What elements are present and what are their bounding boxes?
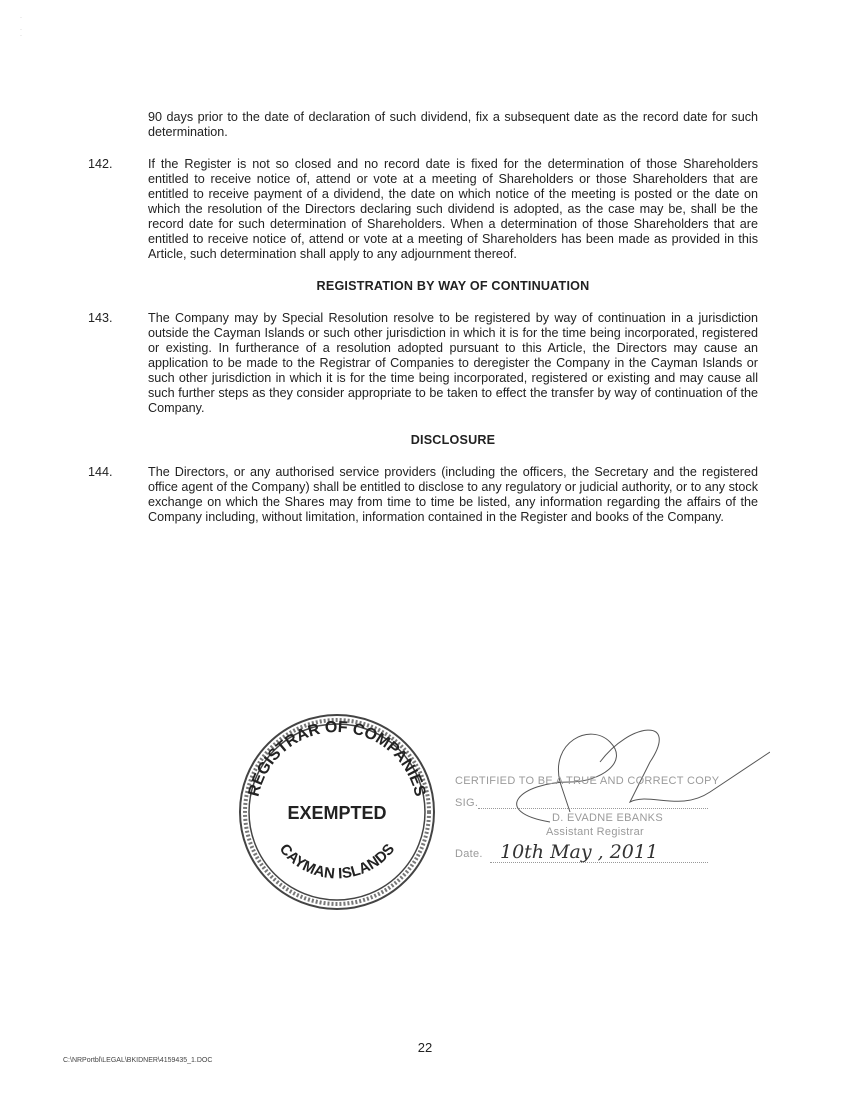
- article-number: 143.: [88, 311, 113, 325]
- article-142: [88, 157, 758, 262]
- article-143: [88, 311, 758, 416]
- certification-statement: CERTIFIED TO BE A TRUE AND CORRECT COPY: [455, 775, 720, 787]
- registrar-title: Assistant Registrar: [546, 826, 645, 838]
- continuation-paragraph: 90 days prior to the date of declaration of such dividend, fix a subsequent date as the record date for such determination.: [148, 110, 758, 139]
- article-number: 144.: [88, 465, 113, 479]
- section-heading: REGISTRATION BY WAY OF CONTINUATION: [316, 279, 590, 293]
- seal-bottom-text: CAYMAN ISLANDS: [275, 840, 399, 883]
- document-body: [88, 110, 758, 542]
- handwritten-date: 10th May , 2011: [500, 841, 659, 863]
- document-path: C:\NRPortbl\LEGAL\BKIDNER\4159435_1.DOC: [63, 1057, 213, 1064]
- seal-center-text: EXEMPTED: [287, 803, 387, 823]
- registrar-seal: [237, 712, 437, 912]
- svg-text:REGISTRAR OF COMPANIES: [246, 719, 429, 799]
- scan-specks: · · ·: [20, 15, 22, 39]
- page-number: 22: [417, 1040, 433, 1055]
- registrar-name: D. EVADNE EBANKS: [552, 812, 663, 824]
- article-144-text: The Directors, or any authorised service providers (including the officers, the Secretary and the registered office agent of the Company) shall be entitled to disclose to any regulatory or judicial authority, or to any stock exchange on which the Shares may from time to time be listed, any information regarding the affairs of the Company including, without limitation, information contained in the Register and books of the Company.: [148, 465, 758, 524]
- svg-text:CAYMAN ISLANDS: [276, 841, 398, 883]
- article-144: [88, 465, 758, 525]
- seal-top-text: REGISTRAR OF COMPANIES: [245, 718, 429, 799]
- article-number: 142.: [88, 157, 113, 171]
- signature-line: [478, 808, 708, 809]
- section-heading: DISCLOSURE: [410, 433, 496, 447]
- sig-label: SIG.: [455, 797, 479, 809]
- date-label: Date.: [455, 848, 483, 860]
- article-143-text: The Company may by Special Resolution resolve to be registered by way of continuation in a jurisdiction outside the Cayman Islands or such other jurisdiction in which it is for the time being incorporated, registered or existing. In furtherance of a resolution adopted pursuant to this Article, the Directors may cause an application to be made to the Registrar of Companies to deregister the Company in the Cayman Islands or such other jurisdiction in which it is for the time being incorporated, registered or existing and may cause all such further steps as they consider appropriate to be taken to effect the transfer by way of continuation of the Company.: [148, 311, 758, 415]
- article-142-text: If the Register is not so closed and no record date is fixed for the determination of those Shareholders entitled to receive notice of, attend or vote at a meeting of Shareholders or those Shareholders that are entitled to receive payment of a dividend, the date on which notice of the meeting is posted or the date on which the resolution of the Directors declaring such dividend is adopted, as the case may be, shall be the record date for such determination of Shareholders. When a determination of those Shareholders that are entitled to receive notice of, attend or vote at a meeting of Shareholders has been made as provided in this Article, such determination shall apply to any adjournment thereof.: [148, 157, 758, 261]
